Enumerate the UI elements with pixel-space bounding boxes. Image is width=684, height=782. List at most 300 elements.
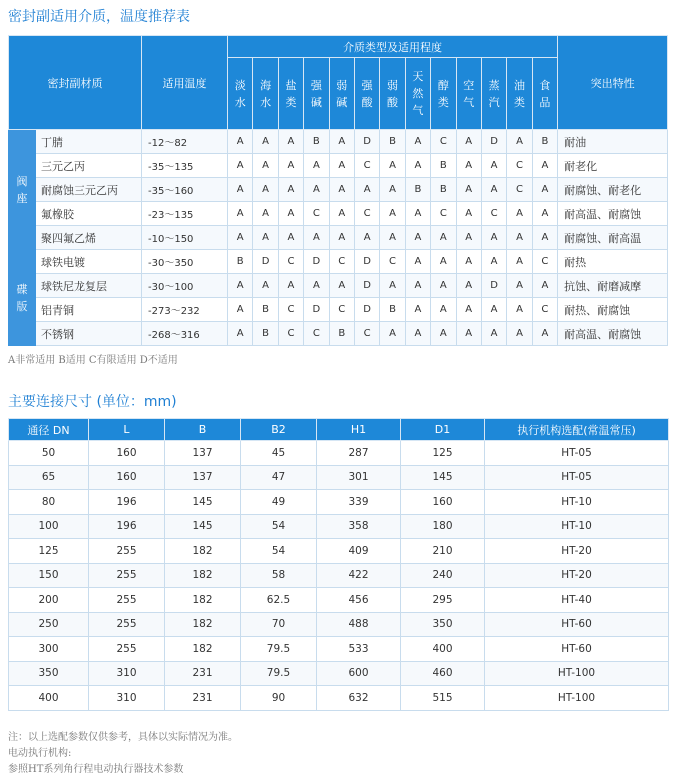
dimension-table xyxy=(8,418,669,711)
dim-cell: 255 xyxy=(89,612,165,637)
dim-row xyxy=(9,686,669,711)
group-label-char: 座 xyxy=(16,191,28,205)
media-header-5 xyxy=(354,58,379,130)
grade-cell: A xyxy=(278,202,303,226)
grade-cell: A xyxy=(405,226,430,250)
grade-cell: A xyxy=(481,226,506,250)
grade-cell: B xyxy=(253,322,278,346)
grade-cell: B xyxy=(405,178,430,202)
grade-cell: A xyxy=(431,298,456,322)
grade-cell: C xyxy=(507,178,532,202)
dim-cell: HT-10 xyxy=(485,490,669,515)
dim-cell: 160 xyxy=(89,441,165,466)
dim-cell: HT-05 xyxy=(485,465,669,490)
dim-cell: 196 xyxy=(89,514,165,539)
dim-cell: 90 xyxy=(241,686,317,711)
material-name: 球铁电镀 xyxy=(36,250,142,274)
dim-cell: HT-40 xyxy=(485,588,669,613)
dim-header-1: L xyxy=(89,419,165,441)
grade-cell: A xyxy=(456,178,481,202)
grade-cell: A xyxy=(431,274,456,298)
dim-cell: 350 xyxy=(401,612,485,637)
dim-row xyxy=(9,563,669,588)
dim-row xyxy=(9,612,669,637)
media-header-8 xyxy=(431,58,456,130)
dim-cell: 182 xyxy=(165,588,241,613)
group-label-1 xyxy=(9,250,36,346)
grade-cell: A xyxy=(304,274,329,298)
media-header-char: 然 xyxy=(412,87,424,100)
dim-cell: 600 xyxy=(317,661,401,686)
dim-cell: 287 xyxy=(317,441,401,466)
grade-cell: B xyxy=(228,250,253,274)
group-label-char: 阀 xyxy=(16,174,28,188)
grade-cell: A xyxy=(228,322,253,346)
grade-cell: A xyxy=(532,202,557,226)
dim-header-5: D1 xyxy=(401,419,485,441)
media-header-7 xyxy=(405,58,430,130)
dim-cell: 240 xyxy=(401,563,485,588)
seal-table-title: 密封副适用介质，温度推荐表 xyxy=(8,9,190,25)
media-header-char: 类 xyxy=(437,95,449,109)
dim-cell: 310 xyxy=(89,661,165,686)
seal-row xyxy=(9,130,668,154)
grade-cell: A xyxy=(278,130,303,154)
temperature-header: 适用温度 xyxy=(142,36,228,130)
media-header-char: 弱 xyxy=(387,78,399,92)
media-header-2 xyxy=(278,58,303,130)
grade-cell: A xyxy=(253,202,278,226)
grade-cell: A xyxy=(405,298,430,322)
dim-row xyxy=(9,588,669,613)
dim-cell: 137 xyxy=(165,465,241,490)
dim-cell: 137 xyxy=(165,441,241,466)
grade-cell: D xyxy=(481,130,506,154)
dim-cell: 180 xyxy=(401,514,485,539)
grade-cell: A xyxy=(228,130,253,154)
feature-cell: 抗蚀、耐磨减摩 xyxy=(558,274,668,298)
grade-cell: A xyxy=(507,298,532,322)
dim-cell: 45 xyxy=(241,441,317,466)
grade-cell: B xyxy=(253,298,278,322)
temperature-range: -35～160 xyxy=(142,178,228,202)
dim-cell: 145 xyxy=(165,514,241,539)
grade-cell: A xyxy=(329,274,354,298)
dim-cell: 422 xyxy=(317,563,401,588)
dim-cell: HT-100 xyxy=(485,686,669,711)
seal-media-table xyxy=(8,35,668,346)
seal-row xyxy=(9,226,668,250)
dim-cell: 231 xyxy=(165,661,241,686)
dim-header-2: B xyxy=(165,419,241,441)
group-label-0 xyxy=(9,130,36,250)
grade-cell: A xyxy=(304,154,329,178)
grade-cell: D xyxy=(354,274,379,298)
dim-cell: 182 xyxy=(165,612,241,637)
grade-cell: A xyxy=(380,322,405,346)
dim-cell: 300 xyxy=(9,637,89,662)
grade-cell: A xyxy=(456,274,481,298)
media-header-char: 水 xyxy=(234,95,246,109)
grade-cell: A xyxy=(380,274,405,298)
grade-cell: A xyxy=(405,154,430,178)
grade-cell: D xyxy=(253,250,278,274)
dim-cell: 125 xyxy=(9,539,89,564)
feature-cell: 耐腐蚀、耐高温 xyxy=(558,226,668,250)
dim-row xyxy=(9,490,669,515)
grade-cell: C xyxy=(532,298,557,322)
grade-cell: C xyxy=(431,202,456,226)
dim-cell: 488 xyxy=(317,612,401,637)
grade-cell: A xyxy=(380,154,405,178)
media-header-1 xyxy=(253,58,278,130)
grade-cell: A xyxy=(228,226,253,250)
dim-cell: 125 xyxy=(401,441,485,466)
dim-header-3: B2 xyxy=(241,419,317,441)
media-header-char: 强 xyxy=(361,78,373,92)
feature-cell: 耐老化 xyxy=(558,154,668,178)
dim-cell: 182 xyxy=(165,637,241,662)
grade-cell: A xyxy=(228,274,253,298)
temperature-range: -12～82 xyxy=(142,130,228,154)
grade-cell: A xyxy=(532,154,557,178)
material-name: 三元乙丙 xyxy=(36,154,142,178)
dim-row xyxy=(9,465,669,490)
feature-cell: 耐高温、耐腐蚀 xyxy=(558,202,668,226)
grade-cell: A xyxy=(507,322,532,346)
material-name: 不锈钢 xyxy=(36,322,142,346)
dim-header-4: H1 xyxy=(317,419,401,441)
dim-cell: 145 xyxy=(401,465,485,490)
dim-cell: 255 xyxy=(89,588,165,613)
grade-cell: A xyxy=(329,154,354,178)
feature-cell: 耐腐蚀、耐老化 xyxy=(558,178,668,202)
material-name: 丁腈 xyxy=(36,130,142,154)
grade-cell: A xyxy=(431,226,456,250)
dim-cell: HT-20 xyxy=(485,539,669,564)
grade-cell: A xyxy=(456,226,481,250)
grade-cell: A xyxy=(507,274,532,298)
grade-cell: A xyxy=(278,154,303,178)
media-header-char: 蒸 xyxy=(488,78,500,92)
material-name: 聚四氟乙烯 xyxy=(36,226,142,250)
grade-cell: A xyxy=(405,202,430,226)
temperature-range: -23～135 xyxy=(142,202,228,226)
grade-cell: A xyxy=(253,130,278,154)
media-header-6 xyxy=(380,58,405,130)
grade-cell: A xyxy=(405,274,430,298)
media-header-char: 淡 xyxy=(234,78,246,92)
grade-cell: A xyxy=(253,274,278,298)
media-header-9 xyxy=(456,58,481,130)
grade-cell: C xyxy=(481,202,506,226)
dim-cell: 400 xyxy=(401,637,485,662)
media-header-char: 碱 xyxy=(310,95,322,109)
dim-cell: 231 xyxy=(165,686,241,711)
grade-cell: C xyxy=(304,322,329,346)
dim-cell: HT-100 xyxy=(485,661,669,686)
grade-cell: A xyxy=(456,298,481,322)
dim-cell: 339 xyxy=(317,490,401,515)
grade-cell: A xyxy=(481,298,506,322)
dim-cell: HT-10 xyxy=(485,514,669,539)
media-header-char: 强 xyxy=(310,78,322,92)
temperature-range: -10～150 xyxy=(142,226,228,250)
temperature-range: -30～100 xyxy=(142,274,228,298)
grade-cell: A xyxy=(456,322,481,346)
dim-cell: 301 xyxy=(317,465,401,490)
grade-cell: B xyxy=(329,322,354,346)
grade-cell: C xyxy=(278,250,303,274)
grade-cell: B xyxy=(532,130,557,154)
grade-cell: A xyxy=(456,130,481,154)
dim-cell: 533 xyxy=(317,637,401,662)
dim-cell: 196 xyxy=(89,490,165,515)
dim-cell: 350 xyxy=(9,661,89,686)
dim-cell: 62.5 xyxy=(241,588,317,613)
note-actuator-label: 电动执行机构: xyxy=(8,748,72,759)
grade-cell: A xyxy=(278,274,303,298)
temperature-range: -273～232 xyxy=(142,298,228,322)
grade-cell: A xyxy=(228,178,253,202)
grade-cell: A xyxy=(481,178,506,202)
grade-cell: B xyxy=(431,154,456,178)
media-header-char: 酸 xyxy=(387,95,399,109)
dim-cell: 358 xyxy=(317,514,401,539)
media-header-char: 气 xyxy=(412,104,424,117)
dim-cell: 255 xyxy=(89,637,165,662)
temperature-range: -268～316 xyxy=(142,322,228,346)
grade-cell: B xyxy=(380,130,405,154)
media-header-0 xyxy=(228,58,253,130)
dim-cell: 47 xyxy=(241,465,317,490)
dim-row xyxy=(9,441,669,466)
grade-cell: C xyxy=(354,202,379,226)
media-group-header: 介质类型及适用程度 xyxy=(228,36,558,58)
grade-cell: A xyxy=(228,298,253,322)
material-name: 氟橡胶 xyxy=(36,202,142,226)
dim-cell: 150 xyxy=(9,563,89,588)
dim-cell: 182 xyxy=(165,539,241,564)
grade-cell: A xyxy=(456,202,481,226)
grade-cell: A xyxy=(354,178,379,202)
feature-header: 突出特性 xyxy=(558,36,668,130)
grade-cell: A xyxy=(532,322,557,346)
dim-cell: 632 xyxy=(317,686,401,711)
dim-cell: 200 xyxy=(9,588,89,613)
media-header-11 xyxy=(507,58,532,130)
grade-cell: C xyxy=(278,298,303,322)
dim-header-6: 执行机构选配(常温常压) xyxy=(485,419,669,441)
grade-cell: A xyxy=(354,226,379,250)
grade-cell: D xyxy=(304,298,329,322)
dim-cell: 210 xyxy=(401,539,485,564)
feature-cell: 耐热、耐腐蚀 xyxy=(558,298,668,322)
media-header-10 xyxy=(481,58,506,130)
feature-cell: 耐高温、耐腐蚀 xyxy=(558,322,668,346)
media-header-char: 类 xyxy=(285,95,297,109)
dim-cell: 160 xyxy=(89,465,165,490)
dim-cell: 58 xyxy=(241,563,317,588)
media-header-char: 品 xyxy=(539,95,551,109)
grade-cell: A xyxy=(329,202,354,226)
temperature-range: -30～350 xyxy=(142,250,228,274)
dim-cell: HT-60 xyxy=(485,612,669,637)
dim-cell: 100 xyxy=(9,514,89,539)
grade-cell: C xyxy=(329,298,354,322)
media-header-char: 海 xyxy=(260,78,272,92)
temperature-range: -35～135 xyxy=(142,154,228,178)
seal-row xyxy=(9,250,668,274)
grade-cell: A xyxy=(304,178,329,202)
grade-cell: A xyxy=(456,154,481,178)
grade-cell: A xyxy=(329,226,354,250)
grade-cell: A xyxy=(228,154,253,178)
dim-cell: 70 xyxy=(241,612,317,637)
dim-cell: 250 xyxy=(9,612,89,637)
media-header-char: 水 xyxy=(260,95,272,109)
dim-cell: 79.5 xyxy=(241,637,317,662)
grade-cell: A xyxy=(253,154,278,178)
grade-cell: A xyxy=(481,322,506,346)
grade-cell: A xyxy=(431,250,456,274)
media-header-char: 碱 xyxy=(336,95,348,109)
grade-cell: A xyxy=(507,130,532,154)
dim-cell: 456 xyxy=(317,588,401,613)
dim-row xyxy=(9,661,669,686)
grade-cell: C xyxy=(532,250,557,274)
grade-cell: A xyxy=(278,226,303,250)
dim-cell: 145 xyxy=(165,490,241,515)
media-header-char: 类 xyxy=(513,95,525,109)
dim-cell: 65 xyxy=(9,465,89,490)
grade-cell: A xyxy=(507,226,532,250)
media-header-char: 气 xyxy=(463,95,475,109)
dim-cell: 255 xyxy=(89,539,165,564)
grade-cell: A xyxy=(507,250,532,274)
dim-cell: 400 xyxy=(9,686,89,711)
media-header-char: 汽 xyxy=(488,95,500,109)
dim-cell: 515 xyxy=(401,686,485,711)
dim-cell: 49 xyxy=(241,490,317,515)
grade-cell: A xyxy=(228,202,253,226)
grade-cell: A xyxy=(481,154,506,178)
grade-cell: D xyxy=(304,250,329,274)
grade-cell: A xyxy=(456,250,481,274)
dim-cell: HT-05 xyxy=(485,441,669,466)
grade-cell: A xyxy=(481,250,506,274)
dim-cell: 310 xyxy=(89,686,165,711)
media-header-4 xyxy=(329,58,354,130)
grade-cell: C xyxy=(380,250,405,274)
grade-cell: C xyxy=(354,154,379,178)
grade-cell: A xyxy=(532,226,557,250)
grade-cell: A xyxy=(405,322,430,346)
feature-cell: 耐油 xyxy=(558,130,668,154)
dim-cell: 79.5 xyxy=(241,661,317,686)
grade-cell: A xyxy=(405,130,430,154)
dim-cell: 54 xyxy=(241,514,317,539)
grade-cell: C xyxy=(329,250,354,274)
grade-cell: A xyxy=(431,322,456,346)
material-name: 耐腐蚀三元乙丙 xyxy=(36,178,142,202)
grade-cell: A xyxy=(507,202,532,226)
feature-cell: 耐热 xyxy=(558,250,668,274)
dim-row xyxy=(9,637,669,662)
grade-cell: C xyxy=(278,322,303,346)
grade-cell: C xyxy=(507,154,532,178)
media-header-char: 醇 xyxy=(437,78,449,92)
grade-cell: B xyxy=(431,178,456,202)
grade-cell: D xyxy=(354,298,379,322)
media-header-12 xyxy=(532,58,557,130)
seal-row xyxy=(9,154,668,178)
grade-cell: A xyxy=(329,130,354,154)
dim-cell: 80 xyxy=(9,490,89,515)
dim-cell: 255 xyxy=(89,563,165,588)
grade-cell: C xyxy=(304,202,329,226)
dim-cell: HT-20 xyxy=(485,563,669,588)
grade-cell: A xyxy=(253,226,278,250)
note-disclaimer: 注：以上选配参数仅供参考，具体以实际情况为准。 xyxy=(8,732,238,743)
group-label-char: 碟 xyxy=(16,282,28,296)
seal-row xyxy=(9,274,668,298)
dim-cell: 54 xyxy=(241,539,317,564)
grade-cell: A xyxy=(532,178,557,202)
media-header-char: 酸 xyxy=(361,95,373,109)
dim-cell: 50 xyxy=(9,441,89,466)
note-actuator-reference: 参照HT系列角行程电动执行器技术参数 xyxy=(8,764,184,775)
dim-cell: 409 xyxy=(317,539,401,564)
media-header-char: 油 xyxy=(513,78,525,92)
dim-row xyxy=(9,514,669,539)
grade-cell: A xyxy=(380,226,405,250)
grade-cell: A xyxy=(304,226,329,250)
grade-cell: A xyxy=(329,178,354,202)
media-header-char: 盐 xyxy=(285,78,297,92)
dim-row xyxy=(9,539,669,564)
group-label-char: 版 xyxy=(16,299,28,313)
dim-header-0: 通径 DN xyxy=(9,419,89,441)
media-header-char: 食 xyxy=(539,78,551,92)
grade-cell: A xyxy=(380,202,405,226)
grade-cell: A xyxy=(253,178,278,202)
grade-cell: D xyxy=(354,130,379,154)
grade-cell: B xyxy=(304,130,329,154)
grade-cell: A xyxy=(380,178,405,202)
grade-cell: A xyxy=(405,250,430,274)
dim-cell: 160 xyxy=(401,490,485,515)
seal-row xyxy=(9,322,668,346)
dimension-table-title: 主要连接尺寸 (单位：mm) xyxy=(8,394,177,410)
seal-row xyxy=(9,202,668,226)
grade-cell: C xyxy=(431,130,456,154)
dim-cell: 295 xyxy=(401,588,485,613)
grade-cell: A xyxy=(278,178,303,202)
material-name: 铝青铜 xyxy=(36,298,142,322)
media-header-3 xyxy=(304,58,329,130)
material-name: 球铁尼龙复层 xyxy=(36,274,142,298)
dim-cell: 182 xyxy=(165,563,241,588)
dim-cell: 460 xyxy=(401,661,485,686)
media-header-char: 弱 xyxy=(336,78,348,92)
grade-cell: C xyxy=(354,322,379,346)
grade-cell: D xyxy=(481,274,506,298)
grade-cell: D xyxy=(354,250,379,274)
dim-cell: HT-60 xyxy=(485,637,669,662)
media-header-char: 空 xyxy=(463,78,475,92)
seal-row xyxy=(9,178,668,202)
